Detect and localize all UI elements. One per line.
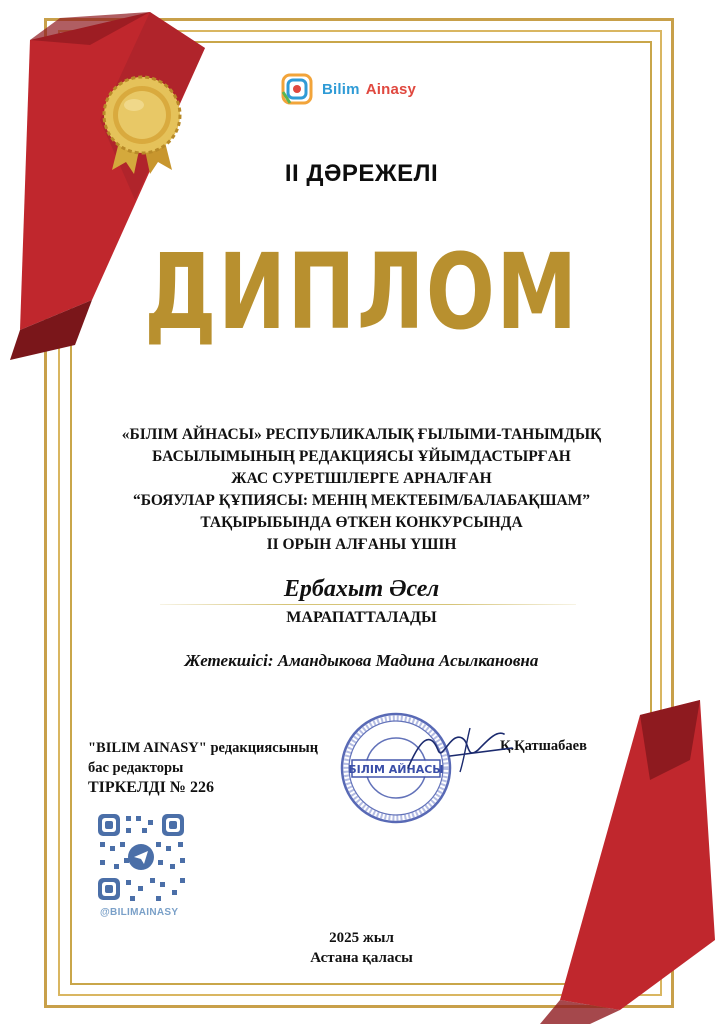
footer-city: Астана қаласы xyxy=(310,950,413,966)
registration-number: ТІРКЕЛДІ № 226 xyxy=(88,779,214,796)
logo-text-ainasy: Ainasy xyxy=(365,80,417,98)
logo-text-bilim: Bilim xyxy=(322,80,360,98)
editor-line-2: бас редакторы xyxy=(88,760,184,776)
body-line: БАСЫЛЫМЫНЫҢ РЕДАКЦИЯСЫ ҰЙЫМДАСТЫРҒАН xyxy=(152,448,571,465)
diploma-degree: II ДӘРЕЖЕЛІ xyxy=(284,160,439,187)
footer xyxy=(0,928,723,968)
body-line: II ОРЫН АЛҒАНЫ ҮШІН xyxy=(266,536,457,553)
bilim-ainasy-logo-icon xyxy=(280,72,314,106)
brand-logo xyxy=(280,72,416,106)
signer-name: Қ.Қатшабаев xyxy=(500,738,587,754)
qr-code-icon xyxy=(96,812,186,902)
handwritten-signature xyxy=(400,720,520,780)
editor-title xyxy=(88,738,318,778)
recipient-underline xyxy=(160,604,576,605)
footer-year: 2025 жыл xyxy=(329,930,394,946)
editor-line-1: "BILIM AINASY" редакциясының xyxy=(88,740,319,756)
logo-text xyxy=(322,81,416,98)
body-line: ЖАС СУРЕТШІЛЕРГЕ АРНАЛҒАН xyxy=(231,470,492,487)
body-line: “БОЯУЛАР ҚҰПИЯСЫ: МЕНІҢ МЕКТЕБІМ/БАЛАБАҚШАМ” xyxy=(132,492,591,509)
recipient-name: Ербахыт Әсел xyxy=(283,576,440,602)
social-handle: @BILIMAINASY xyxy=(100,907,179,918)
body-line: ТАҚЫРЫБЫНДА ӨТКЕН КОНКУРСЫНДА xyxy=(200,514,523,531)
diploma-title: ДИПЛОМ xyxy=(144,231,579,353)
diploma-body xyxy=(80,424,643,556)
body-line: «БІЛІМ АЙНАСЫ» РЕСПУБЛИКАЛЫҚ ҒЫЛЫМИ-ТАНЫМДЫҚ xyxy=(121,426,602,443)
stamp-center-text: БІЛІМ АЙНАСЫ xyxy=(348,763,444,776)
mentor-text: Жетекшісі: Амандыкова Мадина Асылкановна xyxy=(184,651,539,670)
awarded-text: МАРАПАТТАЛАДЫ xyxy=(286,609,437,626)
